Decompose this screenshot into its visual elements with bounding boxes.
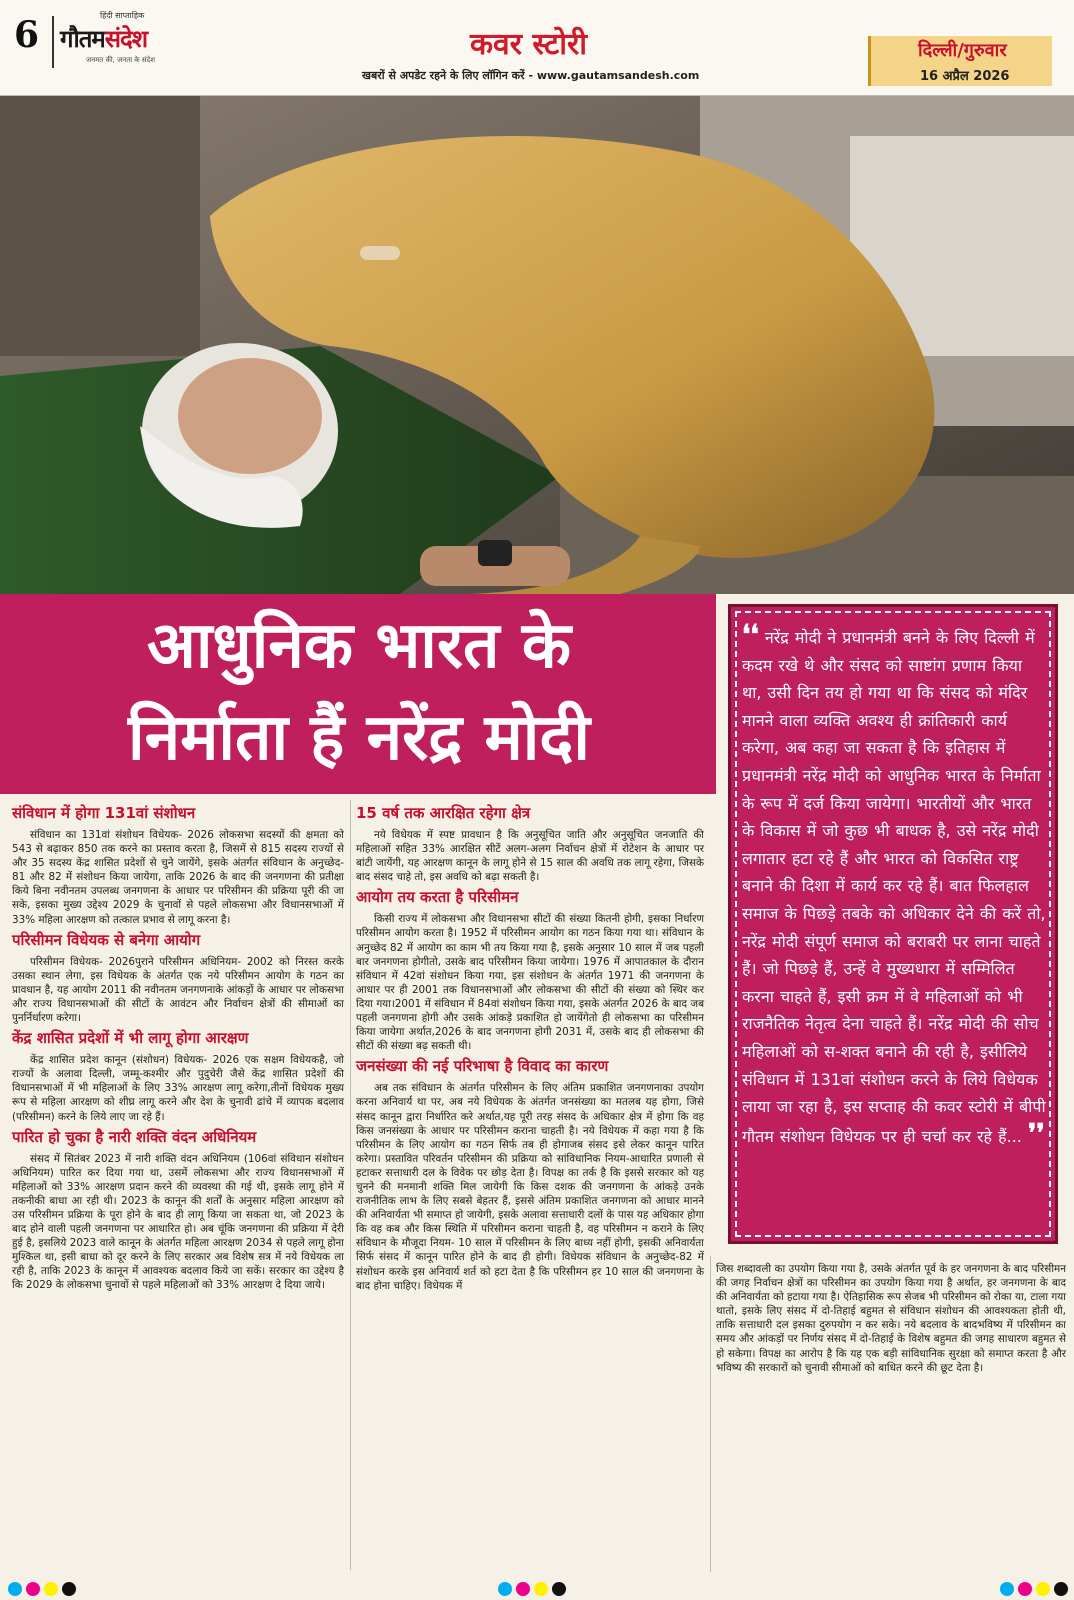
registration-mark <box>552 1582 566 1596</box>
paragraph: संसद में सितंबर 2023 में नारी शक्ति वंदन अधिनियम (106वां संविधान संशोधन अधिनियम) पारित कर दिया गया था, उसमें लोकसभा और राज्य विधानसभाओं में महिलाओं को 33% आरक्षण प्रदान करने की व्यवस्था की गई थी, इसके लागू होने में तकनीकी बाधा आ रही थी। 2023 के कानून की शर्तों के अनुसार महिला आरक्षण को उस परिसीमन प्रक्रिया के पूरा होने के बाद ही लागू किया जा सकता था, जो 2023 के बाद होने वाली पहली जनगणना पर आधारित हो। अब चूंकि जनगणना की प्रक्रिया में देरी हुई है, इसलिये 2023 वाले कानून के अंतर्गत महिला आरक्षण 2034 से पहले लागू होना मुश्किल था, इसी बाधा को दूर करने के लिए सरकार अब विशेष सत्र में नये विधेयक ला रही है, ताकि 2023 के कानून में आवश्यक बदलाव किये जा सकें। सरकार का उद्देश्य है कि 2029 के लोकसभा चुनावों से पहले महिलाओं को 33% आरक्षण दे दिया जाये। <box>12 1152 344 1292</box>
cover-photo-illustration <box>0 96 1074 594</box>
logo-tagline: जनमत की, जनता के संदेश <box>86 56 156 64</box>
subheading: परिसीमन विधेयक से बनेगा आयोग <box>12 930 201 949</box>
headline-line-2: निर्माता हैं नरेंद्र मोदी <box>128 701 590 775</box>
main-headline <box>0 600 718 784</box>
registration-mark <box>498 1582 512 1596</box>
issue-date: 16 अप्रैल 2026 <box>920 69 1010 84</box>
article-column-1 <box>12 800 344 1293</box>
close-quote-icon: ❜❜ <box>1028 1118 1045 1149</box>
paragraph: परिसीमन विधेयक- 2026पुराने परिसीमन अधिनियम- 2002 को निरस्त करके उसका स्थान लेगा, इस विधेयक के अंतर्गत एक नये परिसीमन आयोग के गठन का प्रावधान है, यह आयोग 2011 की नवीनतम जनगणनाके आंकड़ों के आधार पर लोकसभा और राज्य विधानसभाओं की सीटों के आवंटन और निर्वाचन क्षेत्रों की सीमाओं का पुनर्निर्धारण करेगा। <box>12 955 344 1025</box>
registration-mark <box>1036 1582 1050 1596</box>
headline-line-1: आधुनिक भारत के <box>147 609 571 683</box>
paragraph: नये विधेयक में स्पष्ट प्रावधान है कि अनुसूचित जाति और अनुसूचित जनजाति की महिलाओं सहित 33% आरक्षित सीटें अलग-अलग निर्वाचन क्षेत्रों में रोटेशन के आधार पर बांटी जायेंगी, यह आरक्षण कानून के लागू होने से 15 साल की अवधि तक लागू रहेगा, जिसके बाद संसद चाहे तो, इस अवधि को बढ़ा सकती है। <box>356 829 704 884</box>
page-number: 6 <box>14 14 40 56</box>
newspaper-logo <box>60 22 147 55</box>
logo-part-2: संदेश <box>104 25 148 53</box>
cover-photo <box>0 96 1074 594</box>
paragraph: अब तक संविधान के अंतर्गत परिसीमन के लिए अंतिम प्रकाशित जनगणनाका उपयोग करना अनिवार्य था पर, अब नये विधेयक के अंतर्गत जनसंख्या का मतलब यह होगा, जिसे संसद कानून द्वारा निर्धारित करे अर्थात,यह पूरी तरह संसद के अधिकार क्षेत्र में होगा कि वह किस जनसंख्या के आधार पर परिसीमन कराना चाहती है। नये विधेयक में कहा गया है कि परिसीमन के लिए आयोग का गठन सिर्फ तब ही होगाजब संसद इसे लेकर कानून पारित करेगा। प्रस्तावित परिवर्तन परिसीमन की प्रक्रिया को सांविधानिक नियम-आधारित प्रणाली से हटाकर सत्ताधारी दल के विवेक पर छोड़ देता है। विपक्ष का तर्क है कि इससे सरकार को यह चुनने की मनमानी शक्ति मिल जायेगी कि किस दशक की जनगणना के आंकड़े उनके राजनीतिक लाभ के लिए सबसे बेहतर हैं, इससे अंतिम प्रकाशित जनगणना को आधार मानने की अनिवार्यता भी समाप्त हो जायेगी, इसके अलावा सत्ताधारी दलों के पास यह अधिकार होगा कि वह कब और किस स्थिति में परिसीमन कराना चाहती है, वह परिसीमन न कराने के लिए संविधान के मौजूदा नियम- 10 साल में परिसीमन के लिए बाध्य नहीं होगी, इसकी अनिवार्यता सिर्फ संसद में कानून पारित होने के बाद ही होगी। विधेयक संविधान के अनुच्छेद-82 में संशोधन करके इस अनिवार्य शर्त को हटा देता है कि परिसीमन हर 10 साल की जनगणना के बाद होना चाहिए। विधेयक में <box>356 1082 704 1292</box>
masthead-divider <box>52 16 54 68</box>
column-divider <box>710 1256 711 1572</box>
subheading: 15 वर्ष तक आरक्षित रहेगा क्षेत्र <box>356 804 531 822</box>
column-divider <box>350 800 351 1570</box>
open-quote-icon: ❛❛ <box>742 620 759 650</box>
subheading: संविधान में होगा 131वां संशोधन <box>12 804 196 822</box>
article-column-3 <box>716 1262 1066 1375</box>
logo-part-1: गौतम <box>60 25 105 53</box>
city-day: दिल्ली/गुरुवार <box>918 40 1007 61</box>
registration-mark <box>1018 1582 1032 1596</box>
registration-mark <box>1000 1582 1014 1596</box>
paragraph: संविधान का 131वां संशोधन विधेयक- 2026 लोकसभा सदस्यों की क्षमता को 543 से बढ़ाकर 850 तक करने का प्रस्ताव करता है, जिसमें से 815 सदस्य राज्यों से और 35 सदस्य केंद्र शासित प्रदेशों से चुने जायेंगे, इसके अंतर्गत संविधान के अनुच्छेद- 81 और 82 में संशोधन किया जायेगा, ताकि 2026 के बाद की जनगणना की प्रतीक्षा किये बिना नवीनतम उपलब्ध जनगणना के आधार पर परिसीमन की प्रक्रिया पूरी की जा सके, इसका मुख्य उद्देश्य 2029 के चुनावों से पहले लोकसभा और विधानसभाओं में 33% महिला आरक्षण को तत्काल प्रभाव से लागू करना है। <box>12 829 344 926</box>
registration-mark <box>516 1582 530 1596</box>
subheading: आयोग तय करता है परिसीमन <box>356 888 519 907</box>
subheading: पारित हो चुका है नारी शक्ति वंदन अधिनियम <box>12 1127 257 1146</box>
article-column-2 <box>356 800 704 1293</box>
paragraph: केंद्र शासित प्रदेश कानून (संशोधन) विधेयक- 2026 एक सक्षम विधेयकहै, जो राज्यों के अलावा दिल्ली, जम्मू-कश्मीर और पुदुचेरी जैसे केंद्र शासित प्रदेशों की विधानसभाओं में भी महिलाओं के लिए 33% आरक्षण लागू करेगा,तीनों विधेयक मुख्य रूप से महिला आरक्षण को शीघ्र लागू करने और देश के चुनावी ढांचे में व्यापक बदलाव (परिसीमन) करने के लिये लाए जा रहे हैं। <box>12 1054 344 1123</box>
registration-mark <box>26 1582 40 1596</box>
subheading: जनसंख्या की नई परिभाषा है विवाद का कारण <box>356 1057 609 1076</box>
paragraph: किसी राज्य में लोकसभा और विधानसभा सीटों की संख्या कितनी होगी, इसका निर्धारण परिसीमन आयोग करता है। 1952 में परिसीमन आयोग का गठन किया गया था। संविधान के अनुच्छेद 82 में आयोग का काम भी तय किया गया है, इसके अनुसार 10 साल में जब पहली बार जनगणना होगीतो, उसके बाद परिसीमन किया जायेगा। 1976 में आपातकाल के दौरान संविधान में 42वां संशोधन किया गया, इस संशोधन के अंतर्गत 1971 की जनगणना के आधार पर ही 2001 तक विधानसभाओं और लोकसभा की सीटों की संख्या को स्थिर कर दिया गया।2001 में संविधान में 84वां संशोधन किया गया, इसके अंतर्गत 2026 के बाद जब पहली जनगणना होगी और उसके आंकड़े प्रकाशित हो जायेंगेतो ही लोकसभा का परिसीमन किया जायेगा अर्थात,2026 के बाद जनगणना होगी 2031 में, उसके बाद ही लोकसभा की सीटों की संख्या बढ़ सकती थी। <box>356 913 704 1053</box>
section-title: कवर स्टोरी <box>470 27 588 62</box>
registration-mark <box>62 1582 76 1596</box>
pull-quote <box>742 622 1046 1150</box>
registration-mark <box>44 1582 58 1596</box>
logo-tagline-top: हिंदी साप्ताहिक <box>100 11 145 20</box>
paragraph: जिस शब्दावली का उपयोग किया गया है, उसके अंतर्गत पूर्व के हर जनगणना के बाद परिसीमन की जगह निर्वाचन क्षेत्रों का परिसीमन का उपयोग किया गया है अर्थात, हर जनगणना के बाद की अनिवार्यता को हटाया गया है। ऐतिहासिक रूप सेजब भी परिसीमन को रोका या, टाला गया थातो, इसके लिए संसद में दो-तिहाई बहुमत से संविधान संशोधन की आवश्यकता होती थी, ताकि सत्ताधारी दल इसका दुरुपयोग न कर सके। नये बदलाव के बादभविष्य में परिसीमन का समय और आंकड़ों पर निर्णय संसद में दो-तिहाई के विशेष बहुमत की जगह साधारण बहुमत से हो सकेगा। विपक्ष का आरोप है कि यह एक बड़ी सांविधानिक सुरक्षा को समाप्त करता है और भविष्य की सरकारों को चुनावी सीमाओं को बाधित करने की छूट देता है। <box>716 1263 1066 1374</box>
website-line[interactable]: खबरों से अपडेट रहने के लिए लॉगिन करें - www.gautamsandesh.com <box>362 69 700 82</box>
registration-mark <box>1054 1582 1068 1596</box>
registration-mark <box>534 1582 548 1596</box>
registration-mark <box>8 1582 22 1596</box>
pull-quote-text: नरेंद्र मोदी ने प्रधानमंत्री बनने के लिए दिल्ली में कदम रखे थे और संसद को साष्टांग प्रणाम किया था, उसी दिन तय हो गया था कि संसद को मंदिर मानने वाला व्यक्ति अवश्य ही क्रांतिकारी कार्य करेगा, अब कहा जा सकता है कि इतिहास में प्रधानमंत्री नरेंद्र मोदी को आधुनिक भारत के निर्माता के रूप में दर्ज किया जायेगा। भारतीयों और भारत के विकास में जो कुछ भी बाधक है, उसे नरेंद्र मोदी लगातार हटा रहे हैं और भारत को विकसित राष्ट्र बनाने की दिशा में कार्य कर रहे हैं। बात फिलहाल समाज के पिछड़े तबके को अधिकार देने की करें तो, नरेंद्र मोदी संपूर्ण समाज को बराबरी पर लाना चाहते हैं। जो पिछड़े हैं, उन्हें वे मुख्यधारा में सम्मिलित करना चाहते हैं, इसी क्रम में वे महिलाओं को भी राजनैतिक नेतृत्व देना चाहते हैं। नरेंद्र मोदी की सोच महिलाओं को स-शक्त बनाने की रही है, इसीलिये संविधान में 131वां संशोधन करने के लिये विधेयक लाया जा रहा है, इस सप्ताह की कवर स्टोरी में बीपी गौतम संशोधन विधेयक पर ही चर्चा कर रहे हैं... <box>742 628 1046 1146</box>
subheading: केंद्र शासित प्रदेशों में भी लागू होगा आरक्षण <box>12 1029 249 1048</box>
